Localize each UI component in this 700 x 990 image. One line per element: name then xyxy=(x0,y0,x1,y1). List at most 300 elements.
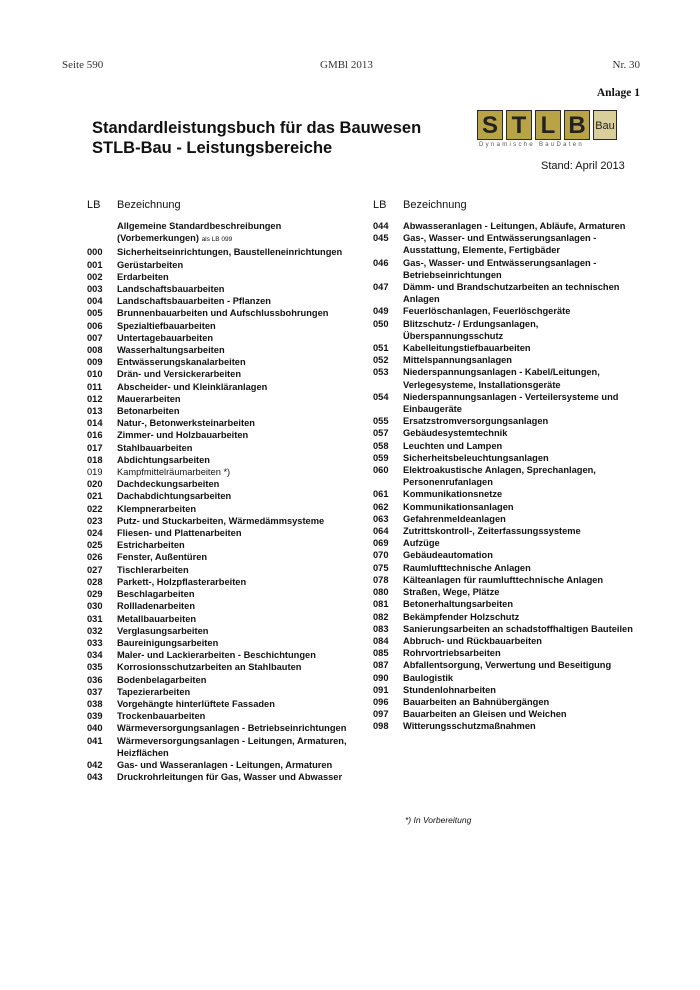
lb-number: 002 xyxy=(87,271,103,282)
page-title xyxy=(92,118,421,158)
lb-description xyxy=(403,452,633,464)
lb-description-text: Betonerhaltungsarbeiten xyxy=(403,599,514,610)
list-item xyxy=(373,708,633,720)
lb-description xyxy=(117,283,362,295)
lb-description xyxy=(117,220,362,246)
lb-description xyxy=(403,684,633,696)
lb-number: 037 xyxy=(87,686,103,697)
lb-number: 000 xyxy=(87,247,103,258)
lb-number: 090 xyxy=(373,672,389,683)
lb-description xyxy=(117,674,362,686)
right-column xyxy=(373,198,633,733)
lb-description xyxy=(403,659,633,671)
lb-description xyxy=(403,488,633,500)
lb-number: 035 xyxy=(87,662,103,673)
list-item xyxy=(373,720,633,732)
lb-description xyxy=(403,562,633,574)
list-item xyxy=(373,598,633,610)
publication-name: GMBl 2013 xyxy=(320,59,373,71)
lb-number: 041 xyxy=(87,735,103,746)
list-item xyxy=(87,307,362,319)
lb-description xyxy=(117,368,362,380)
lb-number: 053 xyxy=(373,367,389,378)
lb-description xyxy=(403,318,633,342)
list-item xyxy=(87,564,362,576)
lb-description-text: Druckrohrleitungen für Gas, Wasser und Abwasser xyxy=(117,772,343,783)
lb-header: LB xyxy=(373,199,387,211)
lb-description-text: Wärmeversorgungsanlagen - Leitungen, Armaturen, Heizflächen xyxy=(117,735,347,758)
lb-number: 061 xyxy=(373,489,389,500)
lb-number: 033 xyxy=(87,637,103,648)
lb-description-text: Leuchten und Lampen xyxy=(403,440,503,451)
lb-number: 025 xyxy=(87,540,103,551)
lb-number: 058 xyxy=(373,440,389,451)
list-item xyxy=(373,281,633,305)
list-item xyxy=(87,735,362,759)
left-column-header xyxy=(87,198,362,220)
lb-description-text: Zimmer- und Holzbauarbeiten xyxy=(117,430,249,441)
lb-description-text: Korrosionsschutzarbeiten an Stahlbauten xyxy=(117,662,302,673)
lb-description-text: Gas-, Wasser- und Entwässerungsanlagen - Ausstattung, Elemente, Fertigbäder xyxy=(403,233,597,256)
lb-description xyxy=(403,720,633,732)
list-item xyxy=(373,684,633,696)
lb-description xyxy=(117,637,362,649)
lb-number: 036 xyxy=(87,674,103,685)
lb-number: 019 xyxy=(87,467,103,478)
lb-description xyxy=(117,320,362,332)
lb-number: 057 xyxy=(373,428,389,439)
lb-description xyxy=(117,613,362,625)
lb-description-text: Gas- und Wasseranlagen - Leitungen, Armaturen xyxy=(117,759,333,770)
lb-description xyxy=(117,246,362,258)
lb-description xyxy=(117,576,362,588)
lb-number: 045 xyxy=(373,233,389,244)
lb-description xyxy=(403,586,633,598)
stlb-logo xyxy=(477,110,617,158)
lb-number: 059 xyxy=(373,452,389,463)
lb-description-text: Fenster, Außentüren xyxy=(117,552,208,563)
lb-description-text: Beschlagarbeiten xyxy=(117,589,195,600)
lb-number: 016 xyxy=(87,430,103,441)
lb-description xyxy=(117,490,362,502)
list-item xyxy=(87,539,362,551)
list-item xyxy=(87,429,362,441)
lb-description xyxy=(403,635,633,647)
list-item xyxy=(87,478,362,490)
list-item xyxy=(87,661,362,673)
lb-description-text: Wärmeversorgungsanlagen - Betriebseinrichtungen xyxy=(117,723,347,734)
lb-description xyxy=(403,415,633,427)
lb-description-text: Allgemeine Standardbeschreibungen (Vorbemerkungen) xyxy=(117,221,282,244)
lb-description-text: Dachdeckungsarbeiten xyxy=(117,479,220,490)
lb-description xyxy=(117,686,362,698)
list-item xyxy=(87,220,362,246)
list-item xyxy=(373,696,633,708)
lb-number: 051 xyxy=(373,343,389,354)
lb-description-text: Bodenbelagarbeiten xyxy=(117,674,207,685)
list-item xyxy=(373,501,633,513)
bezeichnung-header: Bezeichnung xyxy=(403,199,467,211)
lb-description-text: Abwasseranlagen - Leitungen, Abläufe, Armaturen xyxy=(403,221,626,231)
lb-description xyxy=(117,649,362,661)
list-item xyxy=(87,625,362,637)
list-item xyxy=(87,698,362,710)
lb-description xyxy=(117,539,362,551)
lb-number: 039 xyxy=(87,711,103,722)
list-item xyxy=(87,393,362,405)
lb-description xyxy=(117,600,362,612)
lb-description-text: Putz- und Stuckarbeiten, Wärmedämmsysteme xyxy=(117,515,325,526)
lb-description xyxy=(403,696,633,708)
lb-number: 062 xyxy=(373,501,389,512)
list-item xyxy=(87,466,362,478)
list-item xyxy=(87,710,362,722)
list-item xyxy=(87,454,362,466)
lb-description-text: Erdarbeiten xyxy=(117,271,169,282)
lb-description-text: Dachabdichtungsarbeiten xyxy=(117,491,232,502)
lb-description xyxy=(403,281,633,305)
lb-description-text: Kälteanlagen für raumlufttechnische Anlagen xyxy=(403,574,604,585)
list-item xyxy=(373,257,633,281)
lb-description xyxy=(403,342,633,354)
lb-number: 044 xyxy=(373,221,389,231)
left-entry-list xyxy=(87,220,362,783)
lb-number: 063 xyxy=(373,513,389,524)
lb-description xyxy=(117,551,362,563)
list-item xyxy=(87,490,362,502)
lb-description-text: Sanierungsarbeiten an schadstoffhaltigen Bauteilen xyxy=(403,623,633,634)
lb-number: 006 xyxy=(87,320,103,331)
lb-description-text: Niederspannungsanlagen - Verteilersysteme und Einbaugeräte xyxy=(403,391,619,415)
lb-description xyxy=(117,307,362,319)
lb-description-text: Estricharbeiten xyxy=(117,540,185,551)
list-item xyxy=(87,381,362,393)
lb-description xyxy=(117,454,362,466)
lb-description xyxy=(117,503,362,515)
lb-description xyxy=(117,625,362,637)
lb-number: 055 xyxy=(373,416,389,427)
lb-number: 087 xyxy=(373,660,389,671)
list-item xyxy=(373,391,633,415)
lb-description-text: Baulogistik xyxy=(403,672,454,683)
lb-description-text: Baureinigungsarbeiten xyxy=(117,637,219,648)
list-item xyxy=(87,674,362,686)
lb-description xyxy=(403,305,633,317)
list-item xyxy=(87,368,362,380)
lb-description-text: Tapezierarbeiten xyxy=(117,686,191,697)
list-item xyxy=(87,344,362,356)
lb-description-text: Bekämpfender Holzschutz xyxy=(403,611,520,622)
lb-number: 032 xyxy=(87,625,103,636)
list-item xyxy=(87,320,362,332)
list-item xyxy=(373,623,633,635)
lb-description xyxy=(117,588,362,600)
list-item xyxy=(87,527,362,539)
list-item xyxy=(87,759,362,771)
list-item xyxy=(87,613,362,625)
lb-description xyxy=(117,417,362,429)
lb-description-text: Feuerlöschanlagen, Feuerlöschgeräte xyxy=(403,306,571,317)
lb-number: 028 xyxy=(87,576,103,587)
lb-number: 060 xyxy=(373,465,389,476)
lb-description-text: Untertagebauarbeiten xyxy=(117,332,214,343)
list-item xyxy=(87,283,362,295)
lb-description xyxy=(403,366,633,390)
lb-number: 005 xyxy=(87,308,103,319)
lb-description-text: Mittelspannungsanlagen xyxy=(403,355,512,366)
list-item xyxy=(87,551,362,563)
lb-description xyxy=(403,220,633,232)
lb-number: 014 xyxy=(87,418,103,429)
lb-description xyxy=(117,710,362,722)
lb-number: 046 xyxy=(373,257,389,268)
lb-number: 084 xyxy=(373,635,389,646)
lb-number: 085 xyxy=(373,648,389,659)
lb-description xyxy=(117,271,362,283)
list-item xyxy=(373,427,633,439)
right-entry-list xyxy=(373,220,633,733)
lb-number: 097 xyxy=(373,709,389,720)
lb-description-text: Elektroakustische Anlagen, Sprechanlagen, Personenrufanlagen xyxy=(403,465,596,488)
right-column-header xyxy=(373,198,633,220)
logo-letter: S xyxy=(477,110,503,140)
lb-description-text: Zutrittskontroll-, Zeiterfassungssysteme xyxy=(403,526,581,537)
lb-number: 075 xyxy=(373,562,389,573)
lb-description xyxy=(117,527,362,539)
list-item xyxy=(87,356,362,368)
list-item xyxy=(87,637,362,649)
lb-description-text: Maler- und Lackierarbeiten - Beschichtungen xyxy=(117,650,316,661)
list-item xyxy=(87,600,362,612)
lb-number: 049 xyxy=(373,306,389,317)
title-line-2: STLB-Bau - Leistungsbereiche xyxy=(92,139,333,157)
list-item xyxy=(373,488,633,500)
lb-description xyxy=(117,771,362,783)
title-line-1: Standardleistungsbuch für das Bauwesen xyxy=(92,119,422,137)
list-item xyxy=(87,246,362,258)
lb-description xyxy=(117,381,362,393)
lb-description-text: Raumlufttechnische Anlagen xyxy=(403,562,531,573)
lb-description xyxy=(403,257,633,281)
lb-description xyxy=(403,598,633,610)
list-item xyxy=(373,647,633,659)
lb-description-text: Parkett-, Holzpflasterarbeiten xyxy=(117,576,247,587)
lb-number: 078 xyxy=(373,574,389,585)
lb-description xyxy=(117,405,362,417)
list-item xyxy=(373,452,633,464)
lb-number: 054 xyxy=(373,391,389,402)
list-item xyxy=(87,576,362,588)
lb-number: 029 xyxy=(87,589,103,600)
lb-number: 043 xyxy=(87,772,103,783)
lb-description-text: Gerüstarbeiten xyxy=(117,259,184,270)
list-item xyxy=(87,442,362,454)
list-item xyxy=(373,537,633,549)
list-item xyxy=(373,305,633,317)
lb-description xyxy=(117,332,362,344)
list-item xyxy=(373,220,633,232)
logo-letter: L xyxy=(535,110,561,140)
lb-number: 027 xyxy=(87,564,103,575)
list-item xyxy=(373,562,633,574)
logo-letter: B xyxy=(564,110,590,140)
lb-description-text: Kampfmittelräumarbeiten *) xyxy=(117,467,231,478)
lb-description xyxy=(117,735,362,759)
lb-description-text: Trockenbauarbeiten xyxy=(117,711,206,722)
lb-number: 003 xyxy=(87,284,103,295)
list-item xyxy=(373,232,633,256)
list-item xyxy=(373,549,633,561)
lb-description-text: Metallbauarbeiten xyxy=(117,613,197,624)
lb-description-text: Blitzschutz- / Erdungsanlagen, Überspannungsschutz xyxy=(403,318,539,341)
lb-number: 020 xyxy=(87,479,103,490)
list-item xyxy=(87,771,362,783)
list-item xyxy=(373,659,633,671)
lb-description xyxy=(403,549,633,561)
lb-description-text: Klempnerarbeiten xyxy=(117,503,197,514)
lb-description xyxy=(403,501,633,513)
list-item xyxy=(87,503,362,515)
list-item xyxy=(373,586,633,598)
lb-description-text: Tischlerarbeiten xyxy=(117,564,189,575)
lb-description-text: Gefahrenmeldeanlagen xyxy=(403,513,506,524)
lb-description xyxy=(117,344,362,356)
lb-description-text: Sicherheitsbeleuchtungsanlagen xyxy=(403,452,549,463)
lb-description-text: Drän- und Versickerarbeiten xyxy=(117,369,242,380)
lb-description-text: Witterungsschutzmaßnahmen xyxy=(403,721,536,732)
lb-description xyxy=(117,722,362,734)
list-item xyxy=(373,635,633,647)
lb-description-text: Natur-, Betonwerksteinarbeiten xyxy=(117,418,255,429)
lb-description-text: Betonarbeiten xyxy=(117,406,180,417)
lb-number: 018 xyxy=(87,454,103,465)
lb-number: 052 xyxy=(373,355,389,366)
lb-header: LB xyxy=(87,199,101,211)
lb-number xyxy=(87,220,117,246)
lb-description xyxy=(117,478,362,490)
list-item xyxy=(373,464,633,488)
lb-description xyxy=(403,574,633,586)
lb-description-text: Niederspannungsanlagen - Kabel/Leitungen, Verlegesysteme, Installationsgeräte xyxy=(403,367,600,390)
lb-number: 008 xyxy=(87,345,103,356)
lb-number: 091 xyxy=(373,684,389,695)
lb-description-text: Abdichtungsarbeiten xyxy=(117,454,210,465)
lb-number: 021 xyxy=(87,491,103,502)
lb-description xyxy=(117,356,362,368)
lb-description-text: Spezialtiefbauarbeiten xyxy=(117,320,216,331)
lb-description-text: Gas-, Wasser- und Entwässerungsanlagen - Betriebseinrichtungen xyxy=(403,257,597,280)
list-item xyxy=(87,295,362,307)
lb-number: 081 xyxy=(373,599,389,610)
lb-number: 040 xyxy=(87,723,103,734)
list-item xyxy=(373,574,633,586)
lb-number: 080 xyxy=(373,587,389,598)
list-item xyxy=(87,259,362,271)
lb-description-text: Bauarbeiten an Gleisen und Weichen xyxy=(403,709,567,720)
bezeichnung-header: Bezeichnung xyxy=(117,199,181,211)
list-item xyxy=(373,318,633,342)
list-item xyxy=(87,417,362,429)
lb-description xyxy=(403,525,633,537)
lb-description xyxy=(403,354,633,366)
list-item xyxy=(87,271,362,283)
lb-number: 031 xyxy=(87,613,103,624)
lb-number: 023 xyxy=(87,515,103,526)
lb-description xyxy=(403,232,633,256)
lb-description-text: Mauerarbeiten xyxy=(117,393,181,404)
lb-number: 034 xyxy=(87,650,103,661)
lb-number: 001 xyxy=(87,259,103,270)
lb-description xyxy=(117,515,362,527)
lb-description xyxy=(403,440,633,452)
list-item xyxy=(373,513,633,525)
left-column xyxy=(87,198,362,783)
lb-number: 069 xyxy=(373,538,389,549)
list-item xyxy=(373,611,633,623)
lb-description-text: Rohrvortriebsarbeiten xyxy=(403,648,501,659)
lb-number: 070 xyxy=(373,550,389,561)
lb-description xyxy=(403,708,633,720)
lb-number: 050 xyxy=(373,318,389,329)
lb-number: 007 xyxy=(87,332,103,343)
page-number: Seite 590 xyxy=(62,59,104,71)
lb-number: 012 xyxy=(87,393,103,404)
lb-number: 017 xyxy=(87,442,103,453)
list-item xyxy=(373,342,633,354)
logo-letters xyxy=(477,110,617,140)
lb-description-text: Kommunikationsnetze xyxy=(403,489,503,500)
lb-description-text: Abfallentsorgung, Verwertung und Beseitigung xyxy=(403,660,612,671)
lb-description xyxy=(403,611,633,623)
lb-description-text: Stundenlohnarbeiten xyxy=(403,684,496,695)
lb-description xyxy=(403,391,633,415)
lb-description-text: Gebäudeautomation xyxy=(403,550,493,561)
lb-description-text: Sicherheitseinrichtungen, Baustelleneinrichtungen xyxy=(117,247,343,258)
lb-description xyxy=(403,427,633,439)
lb-description xyxy=(403,537,633,549)
lb-description xyxy=(117,393,362,405)
lb-description xyxy=(117,295,362,307)
lb-description-text: Abbruch- und Rückbauarbeiten xyxy=(403,635,542,646)
logo-letter: T xyxy=(506,110,532,140)
list-item xyxy=(87,649,362,661)
lb-number: 042 xyxy=(87,759,103,770)
lb-description xyxy=(403,513,633,525)
lb-description-text: Entwässerungskanalarbeiten xyxy=(117,357,246,368)
lb-description xyxy=(117,442,362,454)
lb-description-text: Straßen, Wege, Plätze xyxy=(403,587,500,598)
lb-description xyxy=(403,672,633,684)
lb-number: 024 xyxy=(87,528,103,539)
lb-description-text: Dämm- und Brandschutzarbeiten an technischen Anlagen xyxy=(403,282,620,305)
lb-description-text: Abscheider- und Kleinkläranlagen xyxy=(117,381,268,392)
lb-description-text: Bauarbeiten an Bahnübergängen xyxy=(403,696,550,707)
logo-suffix: Bau xyxy=(593,110,617,140)
lb-number: 026 xyxy=(87,552,103,563)
lb-number: 009 xyxy=(87,357,103,368)
list-item xyxy=(87,686,362,698)
list-item xyxy=(373,440,633,452)
list-item xyxy=(373,525,633,537)
issue-number: Nr. 30 xyxy=(612,59,640,71)
lb-description-text: Ersatzstromversorgungsanlagen xyxy=(403,416,549,427)
lb-number: 098 xyxy=(373,721,389,732)
lb-description-text: Wasserhaltungsarbeiten xyxy=(117,345,225,356)
lb-description xyxy=(403,623,633,635)
list-item xyxy=(87,722,362,734)
lb-number: 011 xyxy=(87,381,102,392)
lb-note: als LB 099 xyxy=(201,236,233,244)
